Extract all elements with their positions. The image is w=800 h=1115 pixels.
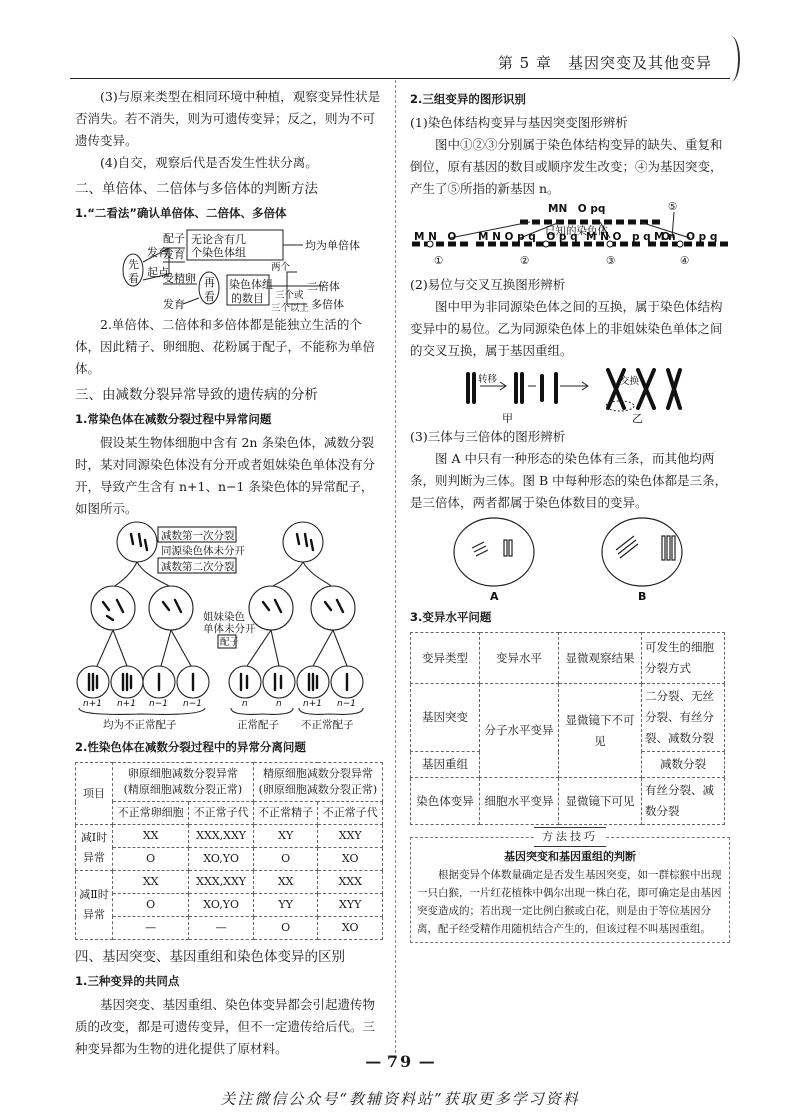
translocation-label: 转移 [478, 374, 498, 385]
variant-4-genes: M n O p q [654, 231, 718, 243]
develop-label-3: 发育 [163, 298, 185, 311]
three-or-label: 三个或 [275, 290, 304, 301]
normal-gametes-label: 正常配子 [237, 719, 279, 731]
table-cell: XO [318, 848, 383, 871]
gamete-count: n−1 [183, 699, 202, 709]
part-1-paragraph: 图中①②③分别属于染色体结构变异的缺失、重复和倒位，原有基因的数目或顺序发生改变；④为基因突变，产生了⑤所指的新基因 n。 [410, 137, 723, 196]
section-2-title: 二、单倍体、二倍体与多倍体的判断方法 [75, 181, 318, 197]
abnormal-gametes-label: 不正常配子 [301, 719, 354, 731]
table-cell: 基因重组 [411, 752, 480, 778]
table-cell: XY [253, 825, 318, 848]
table-cell: XO,YO [189, 848, 254, 871]
translocation-crossover-diagram [410, 362, 730, 426]
female-header-line-2: (精原细胞减数分裂正常) [123, 783, 243, 796]
again-char: 再 [204, 276, 215, 289]
header-curve-decoration [722, 36, 740, 82]
develop-label-1: 发育 [147, 246, 169, 259]
subsection-3-title: 3.变异水平问题 [410, 610, 492, 624]
header-cell: 变异水平 [480, 633, 559, 684]
left-column [75, 86, 385, 1060]
page-number: — 79 — [365, 1052, 435, 1071]
section-4-subtitle-1: 1.三种变异的共同点 [75, 974, 180, 988]
section-3-paragraph: 假设某生物体细胞中含有 2n 条染色体，减数分裂时，某对同源染色体没有分开或者姐妹染色单体没有分开，导致产生含有 n+1、n−1 条染色体的异常配子，如图所示。 [75, 435, 376, 516]
gamete-box-label: 配子 [220, 637, 240, 648]
table-cell: 细胞水平变异 [480, 778, 559, 825]
table-header-item: 项目 [76, 763, 113, 825]
two-look-method-diagram [75, 226, 385, 314]
right-column [410, 86, 730, 943]
table-row [411, 778, 725, 825]
gamete-count: n−1 [149, 699, 168, 709]
figure-A-label: A [490, 590, 499, 603]
table-cell: XX [113, 871, 189, 894]
variant-3-genes: M N O p q O [586, 231, 671, 243]
polyploid-result: 多倍体 [311, 298, 344, 311]
section-3-title: 三、由减数分裂异常导致的遗传病的分析 [75, 387, 318, 403]
parent-cell-right [283, 522, 323, 562]
homologs-not-separated-label: 同源染色体未分开 [161, 545, 245, 557]
variant-number-1: ① [434, 255, 444, 267]
gamete-label: 配子 [163, 232, 185, 245]
table-row [411, 684, 725, 752]
table-cell: — [189, 917, 254, 940]
starting-point-label: 起点 [147, 266, 169, 279]
known-genes-label: MN O pq [548, 203, 606, 215]
table-cell: XO,YO [189, 894, 254, 917]
three-plus-label: 三个以上 [271, 303, 310, 314]
table-cell: 有丝分裂、减数分裂 [642, 778, 725, 825]
gamete-count: n+1 [303, 699, 322, 709]
develop-label-2: 发育 [163, 248, 185, 261]
part-3-paragraph: 图 A 中只有一种形态的染色体有三条，而其他均两条，则判断为三体。图 B 中每种形态的染色体都是三条，是三倍体，两者都属于染色体数目的变异。 [410, 451, 728, 510]
table-cell: 基因突变 [411, 684, 480, 752]
table-cell: XXX,XXY [189, 825, 254, 848]
table-cell: XX [113, 825, 189, 848]
variation-level-table [410, 632, 725, 825]
parent-cell-left [117, 522, 157, 562]
diploid-result: 二倍体 [307, 280, 340, 293]
table-cell: XXX [318, 871, 383, 894]
cell-A [454, 518, 534, 586]
footer-note: 关注微信公众号“教辅资料站”获取更多学习资料 [220, 1090, 580, 1108]
table-cell: XO [318, 917, 383, 940]
table-cell: — [113, 917, 189, 940]
subheader: 不正常子代 [189, 802, 254, 825]
header-cell: 变异类型 [411, 633, 480, 684]
method-tips-tag: 方法技巧 [534, 827, 606, 847]
variant-number-3: ③ [606, 255, 616, 267]
subheader: 不正常卵细胞 [113, 802, 189, 825]
look-char-2: 看 [204, 290, 215, 303]
table-cell: XXY [318, 825, 383, 848]
gamete-count: n+1 [117, 699, 136, 709]
row-header-line: 异常 [83, 850, 105, 864]
trisomy-triploid-diagram [410, 514, 730, 604]
gamete-count: n−1 [337, 699, 356, 709]
variant-1-genes: M N O [414, 231, 457, 243]
part-2-paragraph: 图中甲为非同源染色体之间的互换，属于染色体结构变异中的易位。乙为同源染色体上的非姐妹染色单体之间的交叉互换，属于基因重组。 [410, 299, 723, 358]
subsection-2-title: 2.三组变异的图形识别 [410, 92, 526, 106]
table-cell: 显微镜下可见 [559, 778, 642, 825]
row-header-line: 减Ⅱ时 [79, 888, 109, 901]
haploid-result: 均为单倍体 [305, 239, 360, 252]
section-2-subtitle-1: 1.“二看法”确认单倍体、二倍体、多倍体 [75, 206, 287, 220]
page-number-value: 79 [386, 1052, 414, 1071]
table-header-male [253, 763, 382, 802]
figure-jia-label: 甲 [502, 412, 513, 425]
table-row [76, 825, 383, 848]
meiosis-1-label: 减数第一次分裂 [161, 530, 235, 542]
section-4-title: 四、基因突变、基因重组和染色体变异的区别 [75, 949, 345, 965]
subheader: 不正常子代 [318, 802, 383, 825]
table-cell: O [113, 894, 189, 917]
no-matter-line-2: 个染色体组 [191, 246, 246, 259]
gamete-count: n+1 [83, 699, 102, 709]
new-gene-marker: ⑤ [668, 201, 678, 213]
variant-number-4: ④ [680, 255, 690, 267]
row-header-line: 异常 [83, 908, 105, 921]
no-matter-line-1: 无论含有几 [191, 233, 246, 246]
chapter-header: 第 5 章 基因突变及其他变异 [497, 54, 712, 72]
first-char: 先 [128, 258, 139, 271]
table-row [76, 848, 383, 871]
male-header-line-2: (卵原细胞减数分裂正常) [258, 783, 378, 796]
male-header-line-1: 精原细胞减数分裂异常 [262, 767, 373, 780]
row-header-line: 减Ⅰ时 [80, 830, 108, 844]
gamete-count: n [276, 699, 282, 709]
header-cell: 可发生的细胞分裂方式 [642, 633, 725, 684]
table-cell: XXX,XXY [189, 871, 254, 894]
part-1-title: (1)染色体结构变异与基因突变图形辨析 [410, 115, 628, 130]
table-cell: O [253, 848, 318, 871]
item-3-paragraph: (3)与原来类型在相同环境中种植，观察变异性状是否消失。若不消失，则为可遗传变异；反之，则为不可遗传变异。 [75, 89, 381, 148]
part-2-title: (2)易位与交叉互换图形辨析 [410, 277, 566, 292]
chromosome-set-line-1: 染色体组 [229, 278, 273, 291]
table-cell: 分子水平变异 [480, 684, 559, 778]
two-sets-label: 两个 [271, 262, 291, 273]
meiosis-nondisjunction-diagram [75, 520, 385, 734]
sister-chromatids-label-2: 单体未分开 [203, 623, 256, 635]
part-3-title: (3)三体与三倍体的图形辨析 [410, 429, 566, 444]
meiosis-2-label: 减数第二次分裂 [161, 561, 235, 573]
female-header-line-1: 卵原细胞减数分裂异常 [127, 767, 238, 780]
table-row [76, 894, 383, 917]
table-cell: O [253, 917, 318, 940]
row-header-meiosis-1 [76, 825, 113, 871]
section-4-paragraph: 基因突变、基因重组、染色体变异都会引起遗传物质的改变，都是可遗传变异，但不一定遗传给后代。三种变异都为生物的进化提供了原材料。 [75, 997, 376, 1056]
table-row [76, 871, 383, 894]
sex-chromosome-table [75, 762, 383, 940]
look-char: 看 [128, 272, 139, 285]
chromosome-set-line-2: 的数目 [231, 292, 264, 305]
known-chromosome-label: 已知的染色体 [545, 225, 608, 237]
item-4-paragraph: (4)自交，观察后代是否发生性状分离。 [100, 155, 318, 170]
figure-B-label: B [638, 590, 647, 603]
table-cell: 染色体变异 [411, 778, 480, 825]
table-cell: O [113, 848, 189, 871]
variant-2-genes: M N O p q O p q [478, 231, 578, 243]
exchange-label: 交换 [620, 376, 640, 387]
zygote-label: 受精卵 [163, 272, 196, 285]
table-cell: YY [253, 894, 318, 917]
method-tips-box [410, 830, 730, 943]
all-abnormal-gametes-label: 均为不正常配子 [103, 719, 177, 731]
variant-number-2: ② [520, 255, 530, 267]
method-tips-title: 基因突变和基因重组的判断 [504, 850, 636, 863]
chromosome-variation-diagram [410, 200, 730, 274]
header-rule [70, 78, 730, 79]
table-cell: XX [253, 871, 318, 894]
table-header-row [411, 633, 725, 684]
method-tips-body: 根据变异个体数量确定是否发生基因突变，如一群棕猴中出现一只白猴，一片红花植株中偶尔出现一株白花，即可确定是由基因突变造成的；若出现一定比例白猴或白花，则是由于等位基因分离，配子经受精作用随机结合产生的，但该过程不叫基因重组。 [417, 869, 722, 935]
row-header-meiosis-2 [76, 871, 113, 940]
header-cell: 显微观察结果 [559, 633, 642, 684]
column-divider [395, 80, 396, 1053]
section-3-subtitle-1: 1.常染色体在减数分裂过程中异常问题 [75, 412, 272, 426]
section-3-subtitle-2: 2.性染色体在减数分裂过程中的异常分离问题 [75, 740, 306, 754]
table-cell: 显微镜下不可见 [559, 684, 642, 778]
table-cell: XYY [318, 894, 383, 917]
subheader: 不正常精子 [253, 802, 318, 825]
section-2-point-2: 2.单倍体、二倍体和多倍体都是能独立生活的个体，因此精子、卵细胞、花粉属于配子，不能称为单倍体。 [75, 317, 376, 376]
table-cell: 减数分裂 [642, 752, 725, 778]
gamete-count: n [242, 699, 248, 709]
figure-yi-label: 乙 [632, 412, 643, 425]
sister-chromatids-label-1: 姐妹染色 [203, 611, 245, 623]
table-cell: 二分裂、无丝分裂、有丝分裂、减数分裂 [642, 684, 725, 752]
table-row [76, 917, 383, 940]
table-header-female [113, 763, 254, 802]
